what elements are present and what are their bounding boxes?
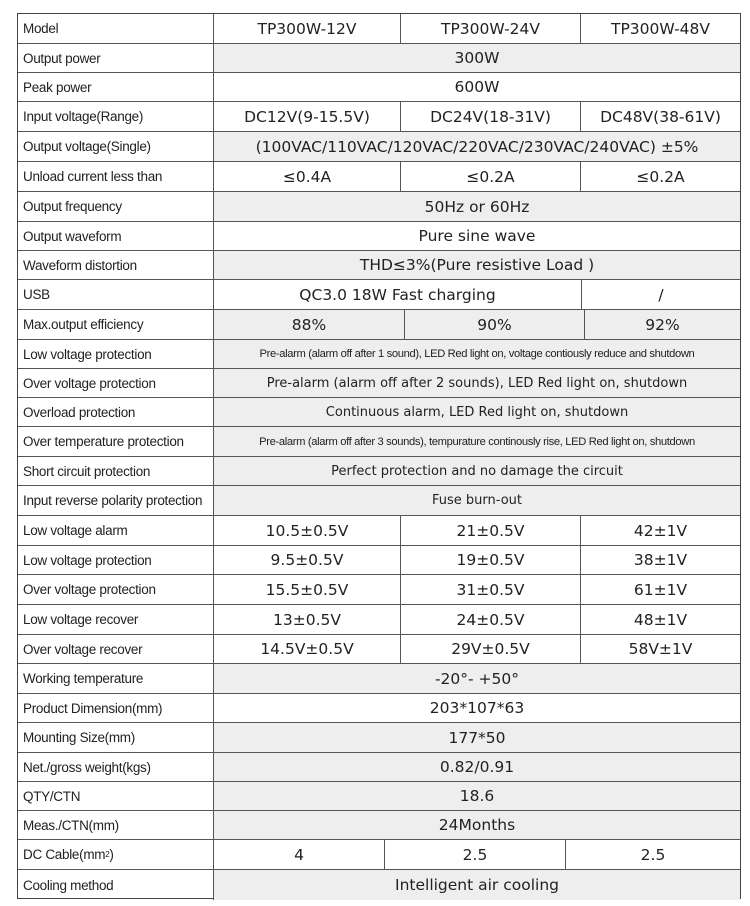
row-label [18,546,214,574]
row-label [18,427,214,456]
value-cell: Perfect protection and no damage the circuit [331,463,623,479]
row-values [214,73,740,101]
row-label [18,840,214,869]
row-label-text: Max.output efficiency [23,317,144,332]
value-cell: THD≤3%(Pure resistive Load ) [359,256,595,274]
row-label-text: Input voltage(Range) [23,109,144,124]
value-cell: 4 [294,845,304,864]
row-values [214,870,740,900]
value-cell: TP300W-48V [580,14,740,43]
row-values [214,102,740,131]
row-values [214,222,740,250]
table-row [18,280,740,310]
row-label-text: Output power [23,50,101,66]
row-label-text: Net./gross weight(kgs) [23,759,151,775]
row-label [18,73,214,101]
row-label-text: USB [23,287,50,302]
row-label [18,369,214,397]
table-row [18,870,740,900]
row-label-text: Cooling method [23,877,114,893]
value-cell: 24±0.5V [400,605,580,634]
row-label-text: Input reverse polarity protection [23,493,203,508]
row-values [214,605,740,634]
table-row [18,753,740,782]
row-values [214,369,740,397]
row-label [18,280,214,309]
table-row [18,132,740,162]
value-cell: 90% [404,310,584,339]
row-values [214,575,740,604]
value-cell: Fuse burn-out [432,493,522,508]
row-label-text: Meas./CTN(mm) [23,817,119,833]
table-row [18,73,740,102]
value-cell: (100VAC/110VAC/120VAC/220VAC/230VAC/240VAC) ±5% [255,137,699,156]
table-row [18,192,740,222]
table-row [18,605,740,635]
row-label [18,811,214,839]
row-label-text: Unload current less than [23,169,163,184]
row-values [214,457,740,485]
value-cell: TP300W-12V [257,19,357,38]
table-row [18,44,740,73]
table-row [18,369,740,398]
value-cell: 88% [291,315,327,334]
row-label-text: Mounting Size(mm) [23,730,135,745]
row-values [214,782,740,810]
row-label-text: Output waveform [23,228,122,244]
table-row [18,723,740,753]
row-label-text: Over voltage protection [23,582,156,597]
value-cell: 50Hz or 60Hz [424,197,530,216]
row-label [18,575,214,604]
table-row [18,694,740,723]
row-values [214,398,740,426]
value-cell: DC24V(18-31V) [400,102,580,131]
value-cell: Pre-alarm (alarm off after 3 sounds), tempurature continously rise, LED Red light on, shutdown [259,435,695,448]
row-label [18,782,214,810]
row-label [18,753,214,781]
row-label [18,605,214,634]
value-cell: 24Months [438,816,516,834]
value-cell: ≤0.2A [580,162,740,191]
table-row [18,398,740,427]
row-values [214,340,740,368]
value-cell: 18.6 [459,787,495,805]
row-label [18,516,214,545]
row-values [214,694,740,722]
row-label-text: Low voltage recover [23,612,139,627]
row-values [214,753,740,781]
table-row [18,14,740,44]
value-cell: 2.5 [565,840,740,869]
row-label-text: Over voltage recover [23,641,143,657]
row-label-text: Product Dimension(mm) [23,700,163,716]
row-label [18,723,214,752]
value-cell: Pure sine wave [418,227,536,245]
row-values [214,635,740,663]
row-label [18,870,214,900]
value-cell: 38±1V [580,546,740,574]
row-values [214,723,740,752]
row-label-text: Over temperature protection [23,434,184,449]
row-values [214,251,740,279]
table-row [18,811,740,840]
table-row [18,635,740,664]
table-row [18,782,740,811]
row-values [214,162,740,191]
value-cell: Pre-alarm (alarm off after 1 sound), LED Red light on, voltage contiously reduce and shutdown [259,348,695,360]
value-cell: Intelligent air cooling [395,876,559,894]
row-label [18,132,214,161]
value-cell: 48±1V [580,605,740,634]
row-values [214,280,740,309]
row-values [214,427,740,456]
table-row [18,162,740,192]
row-values [214,44,740,72]
spec-table [17,13,741,899]
table-row [18,102,740,132]
row-label [18,14,214,43]
value-cell: QC3.0 18W Fast charging [299,285,496,304]
row-values [214,310,740,339]
table-row [18,310,740,340]
value-cell: 203*107*63 [429,699,525,717]
row-values [214,516,740,545]
table-row [18,222,740,251]
row-label [18,162,214,191]
row-label [18,694,214,722]
value-cell: 2.5 [384,840,565,869]
row-label-text: DC Cable(mm [23,847,106,862]
value-cell: Pre-alarm (alarm off after 2 sounds), LED Red light on, shutdown [266,375,688,391]
value-cell: 177*50 [448,728,506,747]
row-label [18,457,214,485]
value-cell: 31±0.5V [400,575,580,604]
value-cell: 15.5±0.5V [265,580,349,599]
value-cell: 300W [454,49,500,67]
table-row [18,575,740,605]
table-row [18,427,740,457]
value-cell: DC48V(38-61V) [580,102,740,131]
value-cell: 14.5V±0.5V [260,640,354,658]
value-cell: 61±1V [580,575,740,604]
row-label [18,664,214,693]
row-label [18,44,214,72]
table-row [18,251,740,280]
row-label [18,222,214,250]
row-label-text: Overload protection [23,404,136,420]
value-cell: 9.5±0.5V [270,551,344,569]
table-row [18,340,740,369]
value-cell: DC12V(9-15.5V) [244,107,370,126]
value-cell: 10.5±0.5V [265,521,349,540]
table-row [18,516,740,546]
value-cell: TP300W-24V [400,14,580,43]
row-label [18,486,214,515]
row-label-text: Working temperature [23,671,144,686]
row-label [18,398,214,426]
row-label [18,635,214,663]
row-label-text: Low voltage alarm [23,523,128,538]
row-label-text: Waveform distortion [23,257,137,273]
table-row [18,840,740,870]
row-label-superscript: 2 [105,850,110,859]
row-values [214,664,740,693]
row-label-text: Low voltage protection [23,346,152,362]
value-cell: -20°- +50° [434,669,520,688]
row-label-text: Short circuit protection [23,463,151,479]
table-row [18,664,740,694]
table-row [18,546,740,575]
value-cell: 19±0.5V [400,546,580,574]
value-cell: 29V±0.5V [400,635,580,663]
row-label-text: Peak power [23,79,92,95]
row-values [214,840,740,869]
row-values [214,546,740,574]
value-cell: / [581,280,740,309]
row-values [214,14,740,43]
row-label-text: Output voltage(Single) [23,139,151,154]
table-row [18,457,740,486]
value-cell: 21±0.5V [400,516,580,545]
row-label [18,340,214,368]
value-cell: 42±1V [580,516,740,545]
row-label-text: QTY/CTN [23,788,81,804]
row-values [214,192,740,221]
row-values [214,486,740,515]
row-label [18,310,214,339]
value-cell: 0.82/0.91 [439,758,515,776]
value-cell: 600W [454,78,500,96]
value-cell: Continuous alarm, LED Red light on, shutdown [325,404,629,420]
row-values [214,132,740,161]
row-label-text: Over voltage protection [23,375,156,391]
row-label [18,192,214,221]
value-cell: ≤0.2A [400,162,580,191]
row-label [18,251,214,279]
row-label [18,102,214,131]
row-label-text: Model [23,21,59,36]
value-cell: 58V±1V [580,635,740,663]
value-cell: 92% [584,310,740,339]
row-values [214,811,740,839]
value-cell: ≤0.4A [282,167,332,186]
row-label-tail: ) [109,847,114,862]
row-label-text: Low voltage protection [23,552,152,568]
table-row [18,486,740,516]
row-label-text: Output frequency [23,199,122,214]
value-cell: 13±0.5V [273,610,341,629]
